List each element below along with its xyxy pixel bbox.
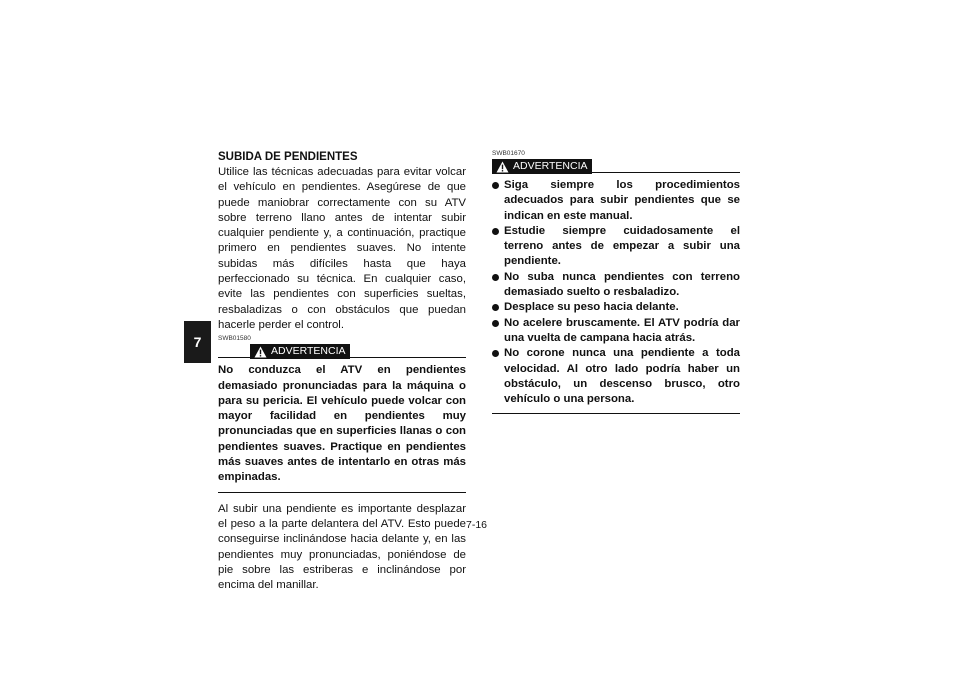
warning-header: [218, 344, 466, 359]
warning-end-rule: [492, 413, 740, 414]
warning-badge: [492, 159, 592, 174]
bullet-icon: [492, 320, 499, 327]
warning-label: ADVERTENCIA: [271, 345, 346, 358]
warning-header: [492, 159, 740, 174]
warning-code: SWB01670: [492, 150, 525, 157]
list-item: Desplace su peso hacia delante.: [492, 300, 740, 315]
warning-text: No conduzca el ATV en pendientes demasiado pronunciadas para la máquina o para su pericia. El vehículo puede volcar con mayor facilidad en pendientes muy pronunciadas que en superficies llanas o con pendientes suaves. Practique en pendientes más suaves antes de intentarlo en otras más empinadas.: [218, 364, 466, 484]
list-item: No acelere bruscamente. El ATV podría dar una vuelta de campana hacia atrás.: [492, 316, 740, 347]
intro-paragraph: Utilice las técnicas adecuadas para evitar volcar el vehículo en pendientes. Asegúrese de que puede maniobrar correctamente con su ATV sobre terreno llano antes de intentar subir cualquier pendiente y, a continuación, practique primero en pendientes suaves. No intente subidas más difíciles hasta que haya perfeccionado su técnica. En cualquier caso, evite las pendientes con superficies sueltas, resbaladizas o con obstáculos que puedan hacerle perder el control.: [218, 166, 466, 331]
list-item: No corone nunca una pendiente a toda velocidad. Al otro lado podría haber un obstáculo, un descenso brusco, otro vehículo o una persona.: [492, 346, 740, 407]
right-column: [492, 148, 740, 414]
bullet-icon: [492, 304, 499, 311]
body-paragraph: Al subir una pendiente es importante desplazar el peso a la parte delantera del ATV. Esto puede conseguirse inclinándose hacia delante y, en las pendientes muy pronunciadas, poniéndose de pie sobre las estriberas e inclinándose por encima del manillar.: [218, 502, 466, 592]
warning-badge: [250, 344, 350, 359]
list-item: No suba nunca pendientes con terreno demasiado suelto o resbaladizo.: [492, 270, 740, 301]
chapter-tab: 7: [184, 321, 211, 363]
bullet-icon: [492, 182, 499, 189]
bullet-icon: [492, 274, 499, 281]
page-number: 7-16: [466, 519, 488, 531]
section-heading: SUBIDA DE PENDIENTES: [218, 151, 358, 163]
warning-end-rule: [218, 492, 466, 493]
warning-bullet-list: [492, 178, 740, 407]
list-item: Siga siempre los procedimientos adecuados para subir pendientes que se indican en este manual.: [492, 178, 740, 224]
left-column: [218, 150, 466, 593]
bullet-icon: [492, 350, 499, 357]
list-item: Estudie siempre cuidadosamente el terreno antes de empezar a subir una pendiente.: [492, 224, 740, 270]
warning-code: SWB01580: [218, 335, 251, 343]
warning-triangle-icon: [254, 346, 267, 358]
warning-triangle-icon: [496, 161, 509, 173]
warning-label: ADVERTENCIA: [513, 160, 588, 172]
bullet-icon: [492, 228, 499, 235]
